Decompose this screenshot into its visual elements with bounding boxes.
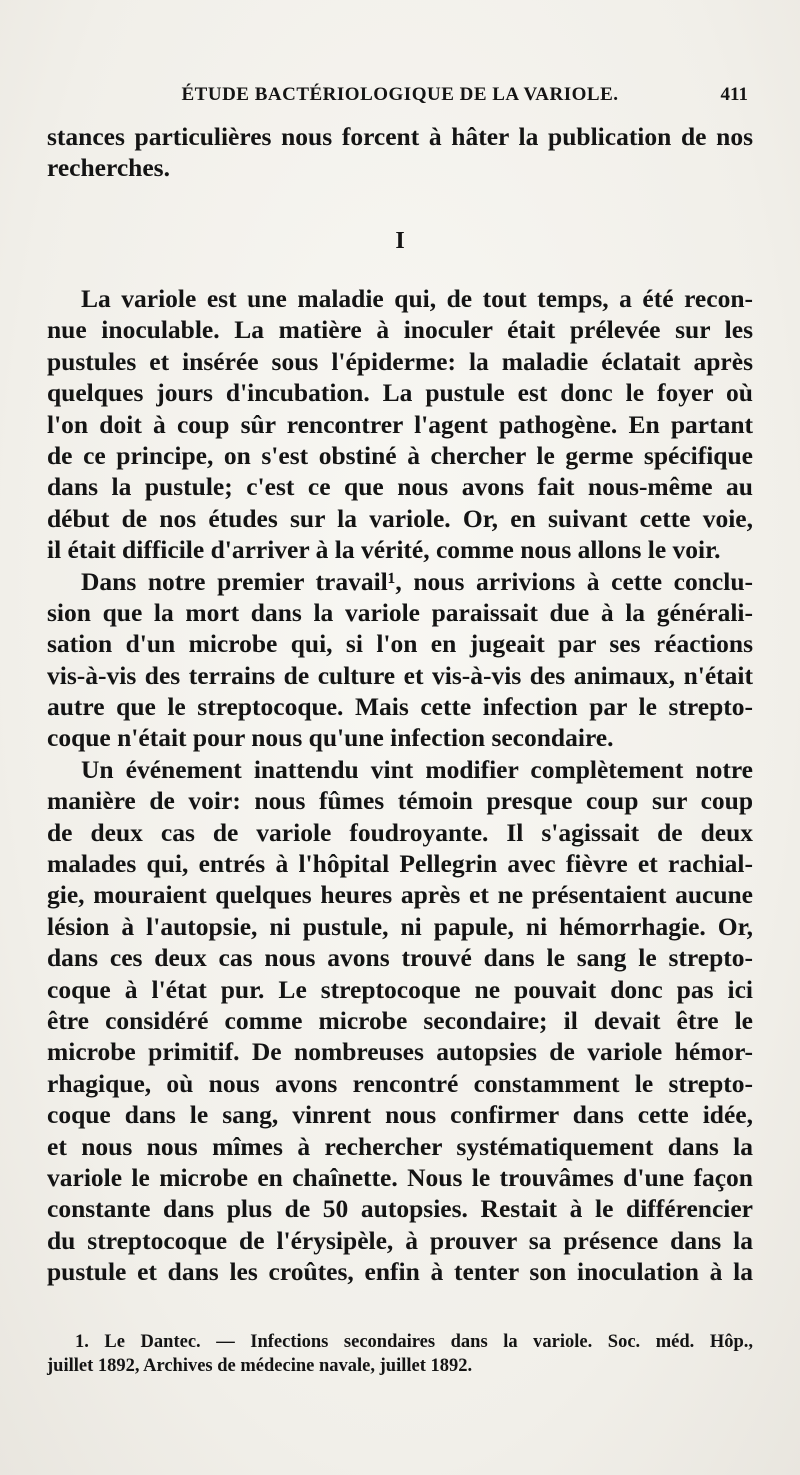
text-line: sion que la mort dans la variole paraissait due à la générali- [47, 597, 753, 627]
footnote-line: juillet 1892, Archives de médecine navale, juillet 1892. [47, 1356, 473, 1376]
body-text [47, 283, 753, 1288]
text-line: sation d'un microbe qui, si l'on en jugeait par ses réactions [47, 629, 753, 659]
text-line: constante dans plus de 50 autopsies. Restait à le différencier [47, 1194, 753, 1224]
text-line: recherches. [47, 153, 170, 183]
text-line: coque dans le sang, vinrent nous confirmer dans cette idée, [47, 1100, 753, 1130]
text-line: rhagique, où nous avons rencontré constamment le strepto- [47, 1068, 753, 1098]
intro-text [47, 121, 753, 184]
text-line: variole le microbe en chaînette. Nous le trouvâmes d'une façon [47, 1162, 753, 1192]
text-line: être considéré comme microbe secondaire; il devait être le [47, 1005, 753, 1035]
text-line: pustule et dans les croûtes, enfin à tenter son inoculation à la [47, 1257, 753, 1287]
text-line: Dans notre premier travail¹, nous arrivions à cette conclu- [81, 566, 753, 596]
text-line: La variole est une maladie qui, de tout temps, a été recon- [81, 284, 753, 313]
text-line: Un événement inattendu vint modifier complètement notre [81, 754, 753, 784]
text-line: début de nos études sur la variole. Or, en suivant cette voie, [47, 503, 753, 533]
footnote-line: 1. Le Dantec. — Infections secondaires dans la variole. Soc. méd. Hôp., [75, 1332, 753, 1352]
text-line: coque à l'état pur. Le streptocoque ne pouvait donc pas ici [47, 974, 753, 1004]
text-line: de ce principe, on s'est obstiné à chercher le germe spécifique [47, 440, 753, 470]
page-number: 411 [720, 84, 748, 105]
text-line: microbe primitif. De nombreuses autopsies de variole hémor- [47, 1037, 753, 1067]
text-line: du streptocoque de l'érysipèle, à prouver sa présence dans la [47, 1225, 753, 1255]
text-line: manière de voir: nous fûmes témoin presque coup sur coup [47, 786, 753, 816]
text-line: l'on doit à coup sûr rencontrer l'agent pathogène. En partant [47, 409, 753, 439]
text-line: de deux cas de variole foudroyante. Il s'agissait de deux [47, 817, 753, 847]
running-head [48, 84, 752, 114]
running-title: ÉTUDE BACTÉRIOLOGIQUE DE LA VARIOLE. [181, 84, 619, 105]
text-line: gie, mouraient quelques heures après et ne présentaient aucune [47, 880, 753, 910]
text-line: dans ces deux cas nous avons trouvé dans le sang le strepto- [47, 943, 753, 973]
text-line: lésion à l'autopsie, ni pustule, ni papule, ni hémorrhagie. Or, [47, 911, 753, 941]
text-line: pustules et insérée sous l'épiderme: la maladie éclatait après [47, 346, 753, 376]
text-line: autre que le streptocoque. Mais cette infection par le strepto- [47, 692, 753, 722]
text-line: et nous nous mîmes à rechercher systématiquement dans la [47, 1131, 753, 1161]
text-line: quelques jours d'incubation. La pustule est donc le foyer où [47, 378, 753, 408]
text-line: coque n'était pour nous qu'une infection secondaire. [47, 723, 614, 753]
text-line: il était difficile d'arriver à la vérité, comme nous allons le voir. [47, 535, 721, 565]
text-line: dans la pustule; c'est ce que nous avons fait nous-même au [47, 472, 753, 502]
text-line: stances particulières nous forcent à hâter la publication de nos [47, 122, 753, 151]
footnotes [47, 1330, 753, 1378]
text-line: vis-à-vis des terrains de culture et vis-à-vis des animaux, n'était [47, 660, 753, 690]
text-line: malades qui, entrés à l'hôpital Pellegrin avec fièvre et rachial- [47, 849, 753, 879]
text-line: nue inoculable. La matière à inoculer était prélevée sur les [47, 315, 753, 345]
section-heading: I [395, 228, 405, 254]
